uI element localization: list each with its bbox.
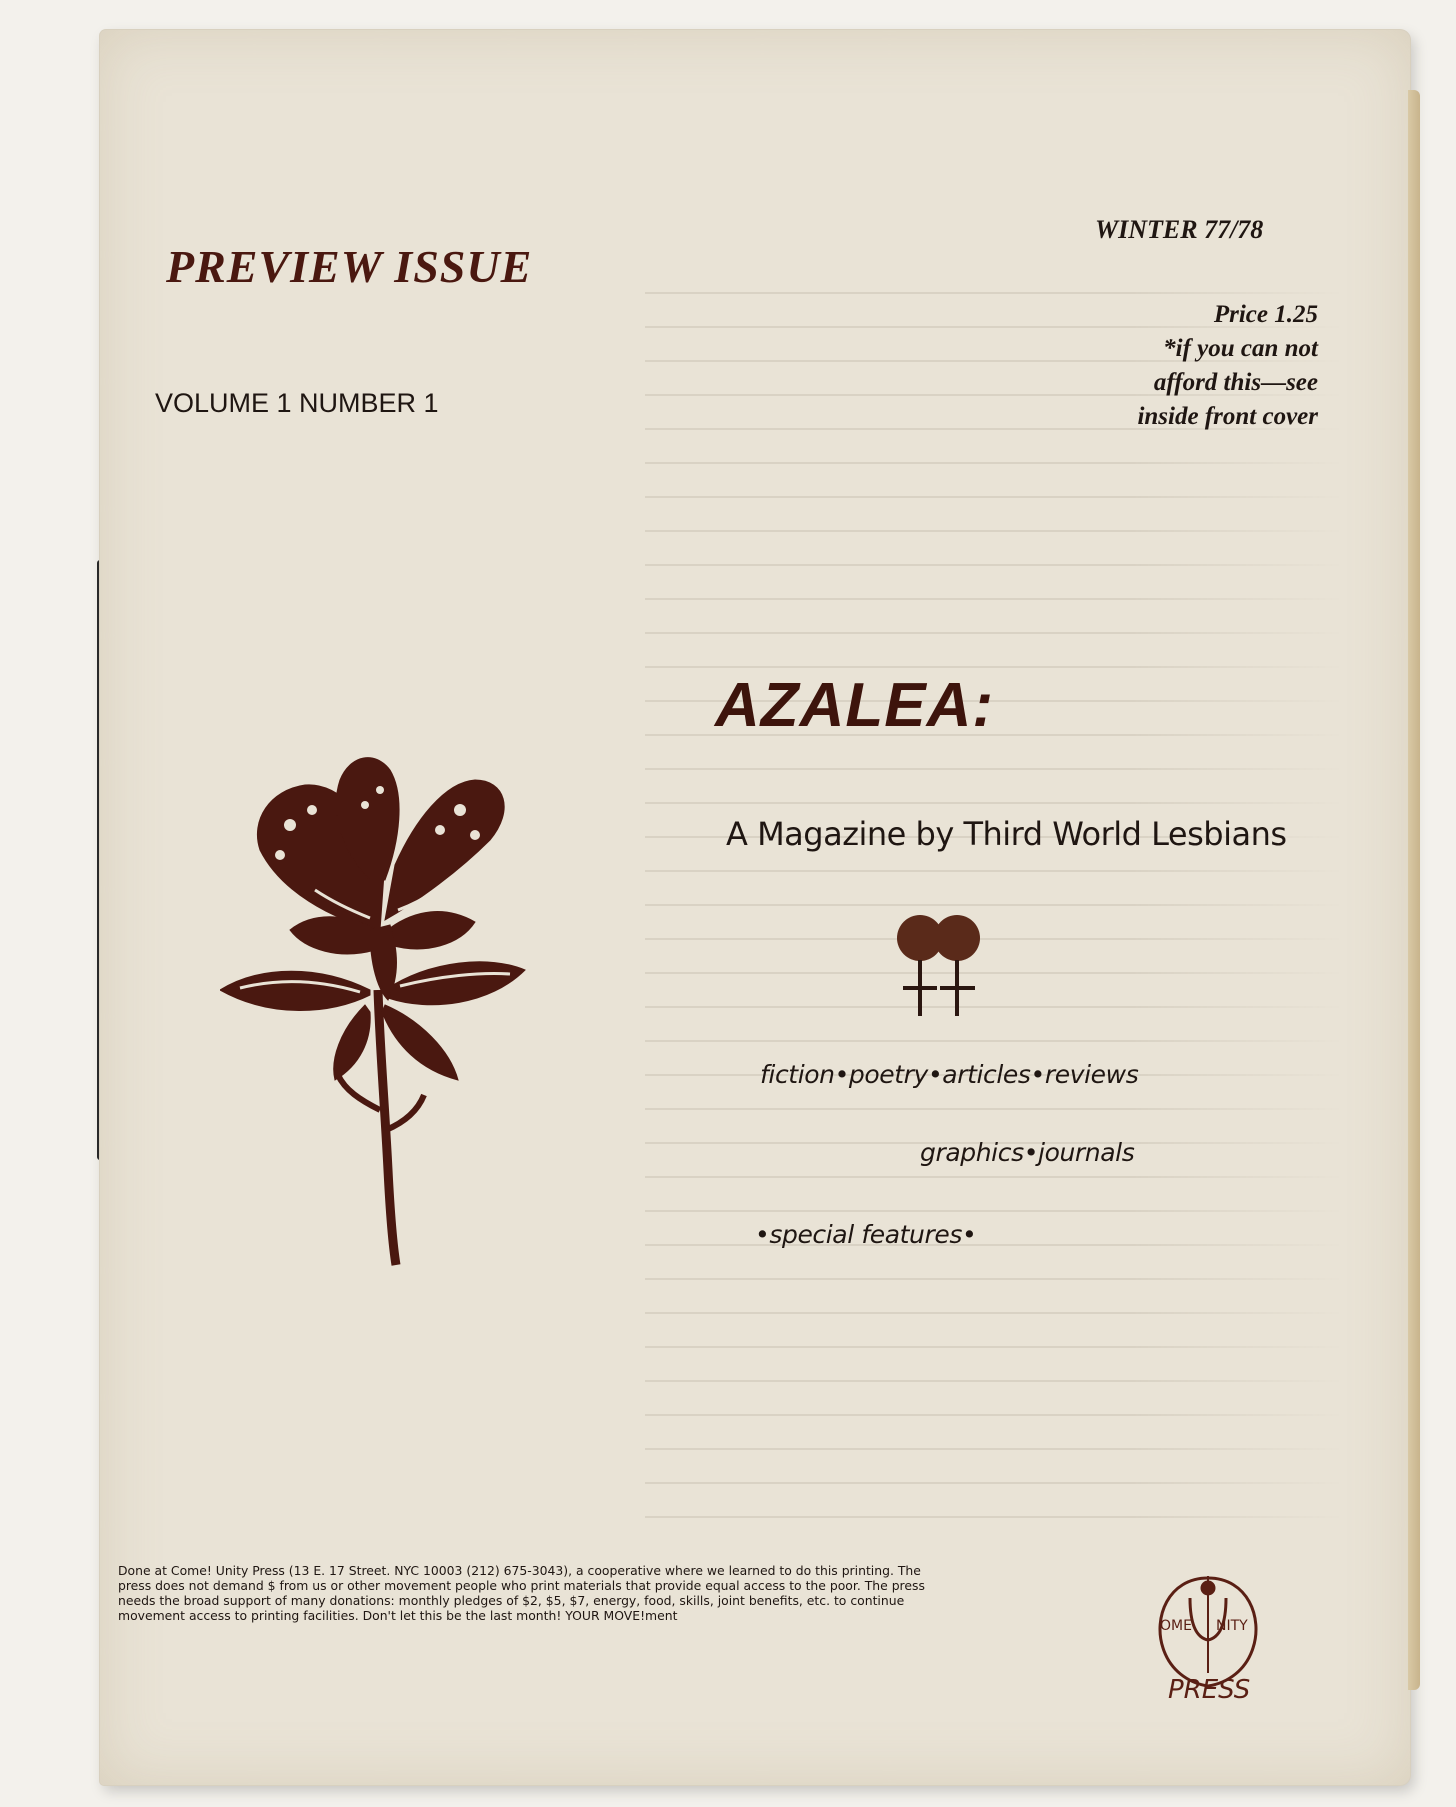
- price-line: Price 1.25: [1213, 301, 1318, 328]
- issue-label: PREVIEW ISSUE: [166, 241, 533, 292]
- categories-line-2: graphics•journals: [920, 1138, 1135, 1167]
- season-date: WINTER 77/78: [1095, 215, 1264, 244]
- stamp-text-press: PRESS: [1168, 1675, 1251, 1705]
- price-line: *if you can not: [1163, 335, 1318, 362]
- magazine-cover: [100, 30, 1410, 1785]
- stamp-text-ome: OME: [1160, 1618, 1192, 1634]
- azalea-flower-illustration: [220, 750, 540, 1270]
- stamp-text-nity: NITY: [1216, 1618, 1248, 1634]
- come-unity-press-logo: [1148, 1558, 1268, 1708]
- printer-credit: Done at Come! Unity Press (13 E. 17 Street. NYC 10003 (212) 675-3043), a cooperative where we learned to do this printing. The press does not demand $ from us or other movement people who print materials that provide equal access to the poor. The press needs the broad support of many donations: monthly pledges of $2, $5, $7, energy, food, skills, joint benefits, etc. to continue movement access to printing facilities. Don't let this be the last month! YOUR MOVE!ment: [118, 1563, 925, 1623]
- magazine-title: AZALEA:: [715, 671, 995, 740]
- volume-number: VOLUME 1 NUMBER 1: [155, 388, 439, 418]
- magazine-subtitle: A Magazine by Third World Lesbians: [726, 815, 1287, 853]
- price-block: [1058, 298, 1318, 434]
- categories-line-1: fiction•poetry•articles•reviews: [760, 1060, 1139, 1089]
- price-line: inside front cover: [1137, 403, 1318, 430]
- double-venus-symbol: [895, 910, 985, 1020]
- bleed-through-text: [645, 290, 1345, 1540]
- price-line: afford this—see: [1153, 369, 1318, 396]
- categories-line-3: •special features•: [755, 1220, 977, 1249]
